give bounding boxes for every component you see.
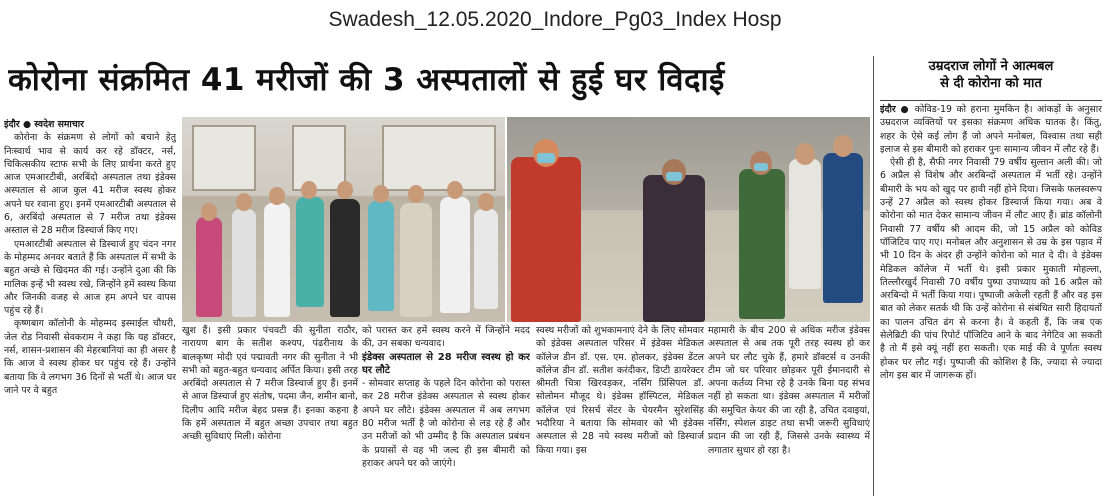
photo-women-patients xyxy=(507,117,870,322)
paragraph: महामारी के बीच 200 से अधिक मरीज इंडेक्स अस्पताल से अब तक पूरी तरह स्वस्थ हो कर अपने घर लौट चुके हैं, हमारे डॉक्टर्स व उनकी टीम जो घर परिवार छोड़कर पूरी ईमानदारी से अपना कर्तव्य निभा रहे है उनके बिना यह संभव नहीं हो सकता था। इंडेक्स अस्पताल में मरीजों की समुचित केयर की जा रही है, उचित दवाइयां, नर्सिंग, स्पेशल डाइट तथा सभी जरूरी सुविधाएं प्रदान की जा रही हैं, जिससे उनके स्वास्थ्य में लगातार सुधार हो रहा है। xyxy=(708,325,870,456)
article-column-4 xyxy=(536,324,704,498)
article-column-2 xyxy=(182,324,358,498)
page-headline: कोरोना संक्रमित 41 मरीजों की 3 अस्पतालों से हुई घर विदाई xyxy=(8,62,725,98)
paragraph: ऐसी ही है, सैफी नगर निवासी 79 वर्षीय सुल्तान अली की। जो 6 अप्रैल से विशेष और अरबिन्दों अस्पताल में भर्ती रहे। उन्होंने बीमारी के भय को खुद पर हावी नहीं होने दिया। जिसके फलस्वरूप उन्हें 27 अप्रैल को स्वस्थ होकर डिस्चार्ज किया गया। अब वे कोरोना को मात देकर सामान्य जीवन में लौट आए हैं। ब्रांड कॉलोनी निवासी 77 वर्षीय श्री आदम की, जो 15 अप्रैल को कोविड पॉजिटिव पाए गए। मनोबल और अनुशासन से उम्र के इस पड़ाव में भी 10 दिन के अंदर ही उन्होंने कोरोना को मात दे दी। वे इंडेक्स मेडिकल कॉलेज में भर्ती थे। इसी प्रकार मुकाती मोहल्ला, तिल्लौरखुर्द निवासी 70 वर्षीय पुष्पा उपाध्याय को 16 अप्रैल को अरबिन्दो में भर्ती किया गया। पुष्पाजी अकेली रहती हैं और वह इस बात को लेकर सतर्क थी कि उन्हें कोरोना से संबंधित सारी हिदायतों का पालन उचित ढंग से करना है। वे कहती हैं, कि जब एक सेलेब्रिटी की पांच रिपोर्ट पॉजिटिव आने के बाद नेगेटिव आ सकती है तो मैं इसे क्यूं नहीं हरा सकती। एक माई की वे पूर्णतः स्वस्थ होकर घर लौट गई। पुष्पाजी की कोशिश है कि, ज्यादा से ज्यादा लोग इस बार में जागरूक हों। xyxy=(880,157,1102,381)
side-headline-rule xyxy=(880,100,1102,101)
paragraph: स्वस्थ मरीजों को शुभकामनाएं देने के लिए सोमवार को इंडेक्स अस्पताल परिसर में इंडेक्स मेडिकल कॉलेज डीन डॉ. एस. एम. होलकर, इंडेक्स डेंटल कॉलेज डीन डॉ. सतीश करंदीकर, डिप्टी डायरेक्टर श्रीमती चित्रा खिरवड़कर, नर्सिंग प्रिंसिपल डॉ. सोलोमन मौजूद थे। इंडेक्स हॉस्पिटल, मेडिकल कॉलेज एवं रिसर्च सेंटर के चेयरमैन सुरेशसिंह भदौरिया ने बताया कि सोमवार को भी इंडेक्स अस्पताल से 28 नये स्वस्थ मरीजों को डिस्चार्ज किया गया। इस xyxy=(536,325,704,456)
side-story-column xyxy=(880,103,1102,498)
column-divider xyxy=(873,56,874,496)
side-headline-line-2: से दी कोरोना को मात xyxy=(940,76,1042,91)
group-photo-discharged-patients xyxy=(182,117,505,322)
side-paragraph-1 xyxy=(880,103,1102,156)
side-dateline: इंदौर ● xyxy=(880,104,911,115)
article-column-5 xyxy=(708,324,870,498)
paragraph: को परास्त कर हमें स्वस्थ करने में जिन्होंने मदद की, उन सबका धन्यवाद। xyxy=(362,325,530,350)
subheading: इंडेक्स अस्पताल से 28 मरीज स्वस्थ हो कर घर लौटे xyxy=(362,351,530,376)
paragraph: कोविड-19 को हराना मुमकिन है। आंकड़ों के अनुसार उम्रदराज व्यक्तियों पर इसका संक्रमण अधिक घातक है। किंतु, शहर के ऐसे कई लोग हैं जो अपने मनोबल, विश्वास तथा सही इलाज से इस बीमारी को हराकर पुनः सामान्य जीवन में लौट रहे हैं। xyxy=(880,104,1102,155)
paragraph: एमआरटीबी अस्पताल से डिस्चार्ज हुए चंदन नगर के मोहम्मद अनवर बताते हैं कि अस्पताल में सभी के बहुत अच्छे से खिदमत की गई। उन्होंने दुआ की कि मालिक इन्हें भी स्वस्थ रखे, जिन्होंने हमें स्वस्थ किया और जिनकी वजह से आज हम अपने घर वापस पहुंच रहे हैं। xyxy=(4,238,176,317)
paragraph: - सोमवार सप्ताह के पहले दिन कोरोना को परास्त कर 28 मरीज इंडेक्स अस्पताल से स्वस्थ होकर अपने घर लौटे। इंडेक्स अस्पताल में अब लगभग 80 मरीज भर्ती है जो कोरोना से लड़ रहे हैं और उन मरीजों को भी उम्मीद है कि अस्पताल प्रबंधन के प्रयासों से वह भी जल्द ही इस बीमारी को हराकर अपने घर को जाएंगे। xyxy=(362,378,530,469)
dateline: इंदौर ● स्वदेश समाचार xyxy=(4,119,84,130)
side-story-headline xyxy=(880,58,1102,92)
article-column-3 xyxy=(362,324,530,498)
paragraph: खुश हैं। इसी प्रकार पंचवटी की सुनीता राठौर, नारायण बाग के सतीश कश्यप, पंढरीनाथ के बालकृष्ण मोदी एवं पद्मावती नगर की सुनीता ने भी सभी को बहुत-बहुत धन्यवाद अर्पित किया। इसी तरह अरबिंदो अस्पताल से 7 मरीज डिस्चार्ज हुए हैं। इनमें से आज डिस्चार्ज हुए संतोष, पदमा जैन, शमीन बानो, दिलीप आदि मरीज बेहद प्रसन्न हैं। इनका कहना है कि हमें अस्पताल में बहुत अच्छा उपचार तथा बहुत अच्छी सुविधाएं मिली। कोरोना xyxy=(182,325,358,443)
paragraph: कोरोना के संक्रमण से लोगों को बचाने हेतु निःस्वार्थ भाव से कार्य कर रहे डॉक्टर, नर्स, चिकित्सकीय स्टाफ सभी के लिए प्रार्थना करते हुए आज एमआरटीबी, अरबिंदो अस्पताल तथा इंडेक्स अस्पताल से आज कुल 41 मरीज स्वस्थ होकर अपने घर रवाना हुए। इनमें एमआरटीबी अस्पताल से 6, अरबिंदो अस्पताल से 7 मरीज तथा इंडेक्स अस्ताल से 28 मरीज डिस्चार्ज किए गए। xyxy=(4,132,176,237)
paragraph: कृष्णबाग कॉलोनी के मोहम्मद इस्माईल चौधरी, जेल रोड निवासी सेवकराम ने कहा कि यह डॉक्टर, नर्स, शासन-प्रशासन की मेहरबानियां का ही असर है कि आज वे स्वस्थ होकर घर पहुंच रहे हैं। उन्होंने बताया कि वे लगभग 36 दिनों से भर्ती थे। आज घर जाने पर वे बहुत xyxy=(4,318,176,396)
scan-caption: Swadesh_12.05.2020_Indore_Pg03_Index Hosp xyxy=(328,8,782,31)
article-column-1 xyxy=(4,118,176,498)
side-headline-line-1: उम्रदराज लोगों ने आत्मबल xyxy=(928,59,1054,74)
